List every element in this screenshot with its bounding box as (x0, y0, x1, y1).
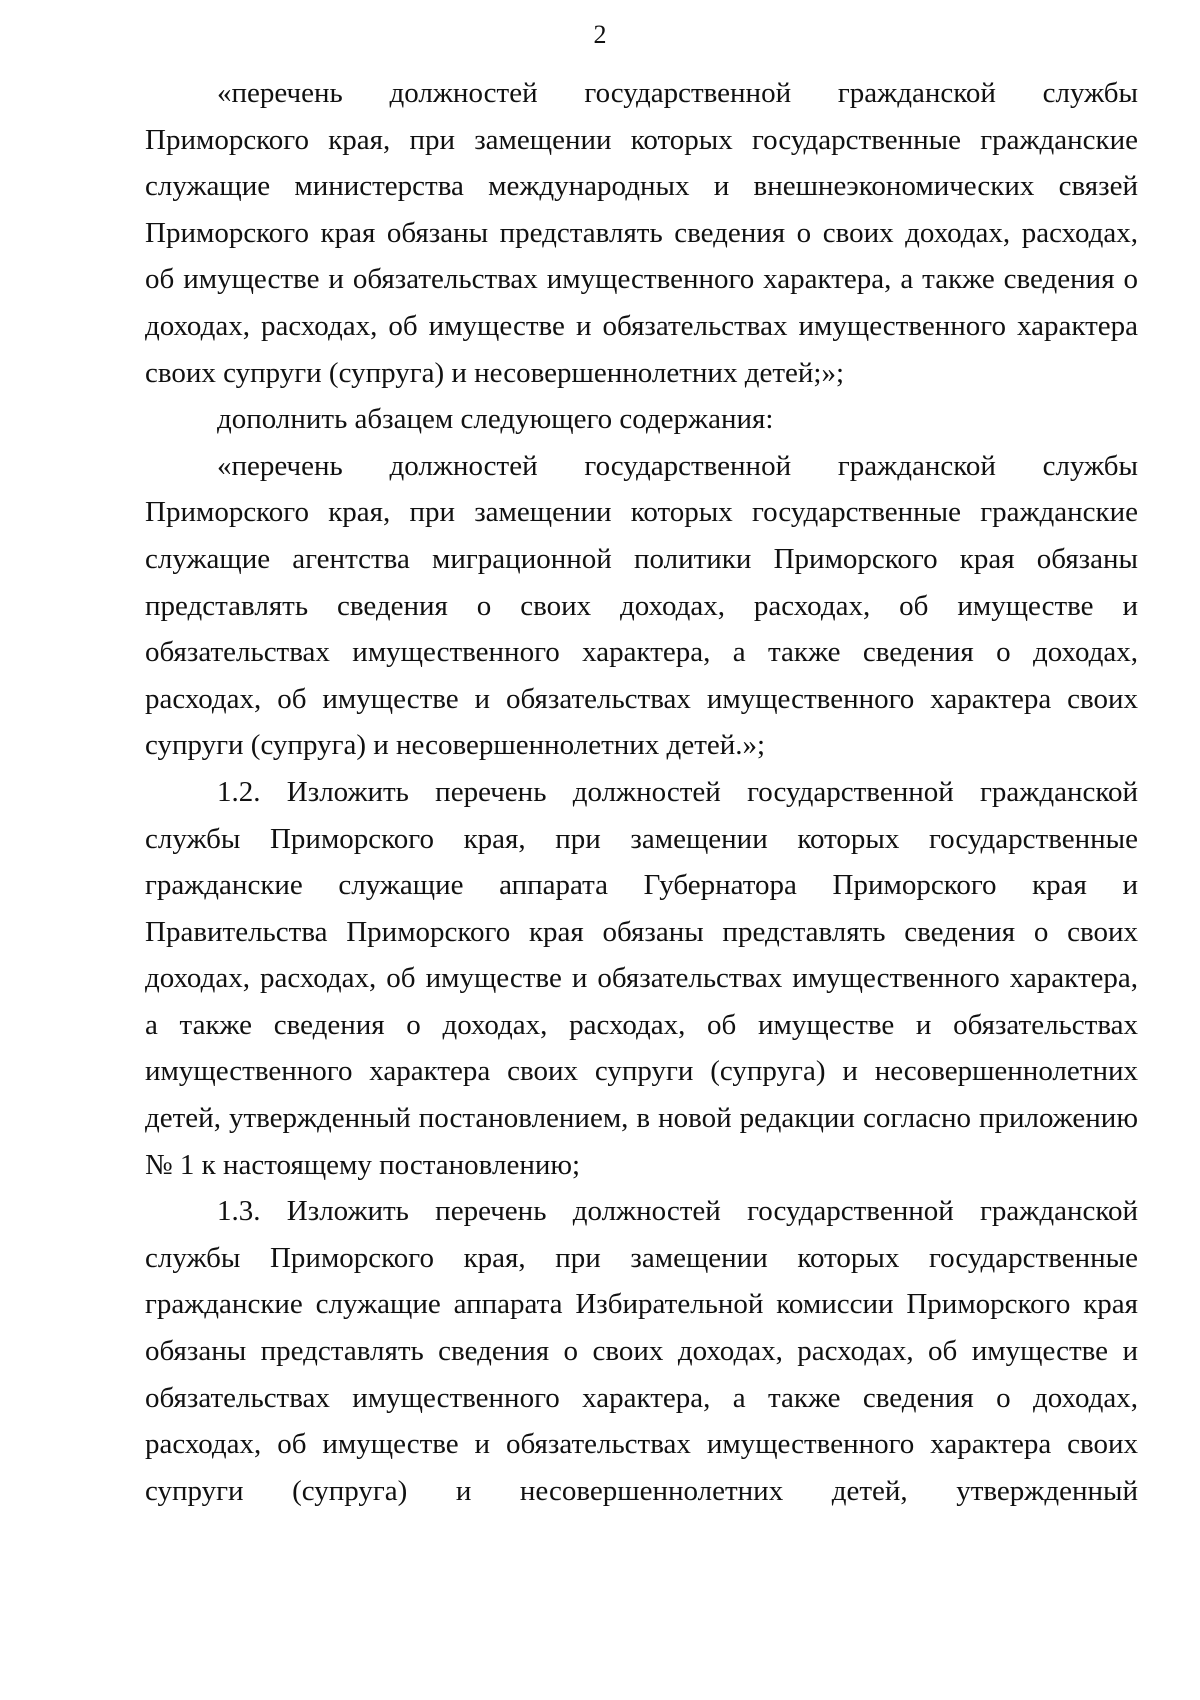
paragraph-add-clause: дополнить абзацем следующего содержания: (217, 403, 774, 436)
paragraph-list-ministry-international-relations: «перечень должностей государственной гражданской службы Приморского края, при замещении которых государственные гражданские служащие министерства международных и внешнеэкономических связей Приморского края обязаны представлять сведения о своих доходах, расходах, об имуществе и обязательствах имущественного характера, а также сведения о доходах, расходах, об имуществе и обязательствах имущественного характера своих супруги (супруга) и несовершеннолетних детей;»; (145, 77, 1138, 389)
paragraph-item-1-3: 1.3. Изложить перечень должностей государственной гражданской службы Приморского края, при замещении которых государственные гражданские служащие аппарата Избирательной комиссии Приморского края обязаны представлять сведения о своих доходах, расходах, об имуществе и обязательствах имущественного характера, а также сведения о доходах, расходах, об имуществе и обязательствах имущественного характера своих супруги (супруга) и несовершеннолетних детей, утвержденный (145, 1195, 1138, 1507)
paragraph-list-migration-agency: «перечень должностей государственной гражданской службы Приморского края, при замещении которых государственные гражданские служащие агентства миграционной политики Приморского края обязаны представлять сведения о своих доходах, расходах, об имуществе и обязательствах имущественного характера, а также сведения о доходах, расходах, об имуществе и обязательствах имущественного характера своих супруги (супруга) и несовершеннолетних детей.»; (145, 449, 1138, 762)
document-body (145, 70, 1138, 1514)
page-number: 2 (593, 20, 607, 49)
paragraph-item-1-2: 1.2. Изложить перечень должностей государственной гражданской службы Приморского края, при замещении которых государственные гражданские служащие аппарата Губернатора Приморского края и Правительства Приморского края обязаны представлять сведения о своих доходах, расходах, об имуществе и обязательствах имущественного характера, а также сведения о доходах, расходах, об имуществе и обязательствах имущественного характера своих супруги (супруга) и несовершеннолетних детей, утвержденный постановлением, в новой редакции согласно приложению № 1 к настоящему постановлению; (145, 775, 1138, 1181)
